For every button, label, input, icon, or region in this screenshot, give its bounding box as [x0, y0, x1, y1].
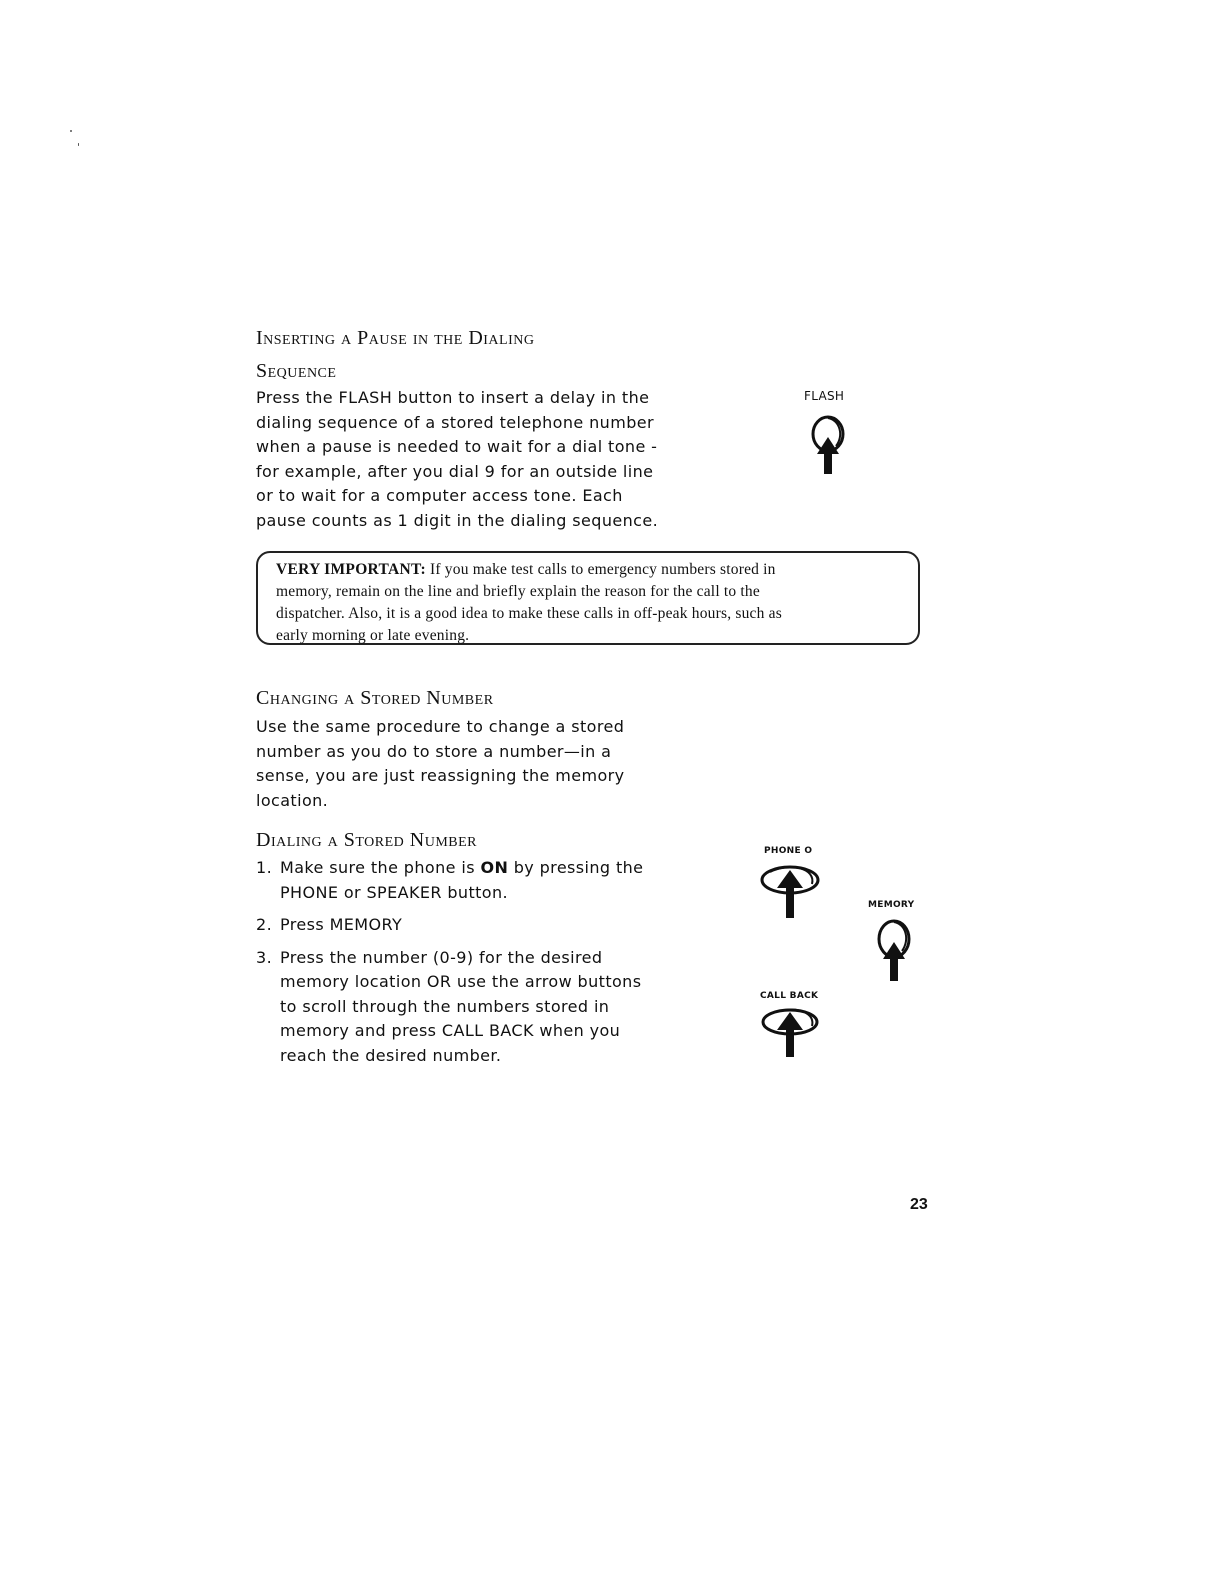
important-note-lead: VERY IMPORTANT:: [276, 561, 426, 578]
change-body-line: number as you do to store a number—in a: [256, 741, 612, 761]
callback-button-label: CALL BACK: [760, 991, 819, 1001]
step-text: to scroll through the numbers stored in: [280, 996, 610, 1016]
scan-speck: [70, 130, 72, 132]
scan-speck: [78, 143, 79, 146]
important-note-text: [276, 559, 916, 647]
step-text: Make sure the phone is: [280, 858, 481, 877]
step-text: reach the desired number.: [280, 1045, 502, 1065]
important-note-line: If you make test calls to emergency numbers stored in: [425, 561, 776, 578]
step-number: 1.: [256, 858, 273, 877]
step-item: [256, 913, 716, 938]
pause-body-line: when a pause is needed to wait for a dial tone -: [256, 437, 658, 456]
flash-button-icon: [806, 410, 852, 476]
step-text: memory and press CALL BACK when you: [280, 1021, 621, 1040]
memory-button-label: MEMORY: [868, 900, 915, 910]
dial-heading: Dialing a Stored Number: [256, 829, 478, 851]
step-number: 2.: [256, 915, 273, 934]
step-text: memory location OR use the arrow buttons: [280, 972, 642, 991]
change-heading: Changing a Stored Number: [256, 687, 494, 709]
step-number: 3.: [256, 947, 273, 967]
change-body-line: sense, you are just reassigning the memory: [256, 766, 625, 785]
memory-button-icon: [872, 914, 918, 984]
pause-heading-line1: Inserting a Pause in the Dialing: [256, 327, 535, 349]
important-note-line: dispatcher. Also, it is a good idea to make these calls in off-peak hours, such as: [276, 605, 782, 622]
pause-body-line: Press the FLASH button to insert a delay in the: [256, 388, 650, 407]
important-note-line: early morning or late evening.: [276, 627, 470, 644]
change-body: [256, 715, 726, 813]
step-item: [256, 856, 716, 905]
flash-button-label: FLASH: [804, 389, 845, 403]
dial-steps: [256, 856, 716, 1076]
pause-body-line: or to wait for a computer access tone. Each: [256, 486, 623, 505]
step-item: [256, 946, 716, 1069]
pause-body-line: pause counts as 1 digit in the dialing sequence.: [256, 510, 659, 530]
pause-body-line: for example, after you dial 9 for an outside line: [256, 461, 654, 481]
step-text: Press the number (0-9) for the desired: [280, 947, 603, 967]
phone-button-label: PHONE O: [764, 846, 813, 856]
step-text: PHONE or SPEAKER button.: [280, 882, 509, 902]
phone-button-icon: [760, 860, 822, 920]
callback-button-icon: [760, 1004, 822, 1058]
important-note-box: [256, 551, 920, 645]
pause-heading-line2: Sequence: [256, 360, 337, 382]
change-body-line: location.: [256, 790, 329, 810]
step-text: Press MEMORY: [280, 915, 403, 934]
step-bold-text: ON: [480, 858, 509, 877]
pause-body: [256, 386, 726, 533]
change-body-line: Use the same procedure to change a stored: [256, 717, 625, 736]
important-note-line: memory, remain on the line and briefly explain the reason for the call to the: [276, 583, 760, 600]
page-number: 23: [910, 1196, 928, 1213]
step-text: by pressing the: [508, 858, 644, 877]
pause-body-line: dialing sequence of a stored telephone number: [256, 412, 654, 432]
